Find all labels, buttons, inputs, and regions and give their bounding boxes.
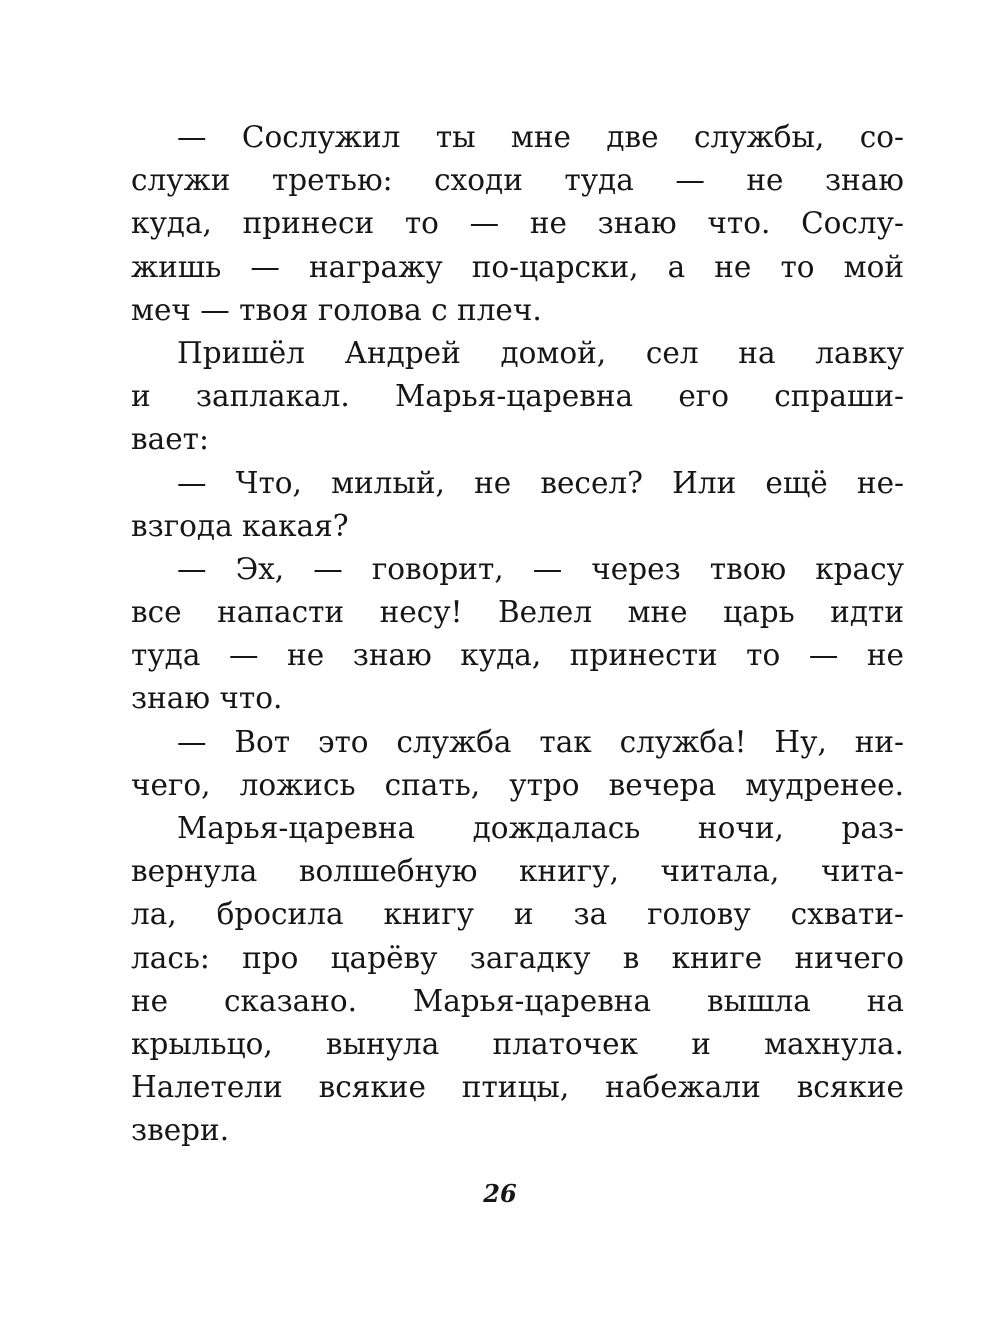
text-line: и заплакал. Марья-царевна его спраши- [131, 379, 904, 414]
text-line: вернула волшебную книгу, читала, чита- [131, 854, 904, 889]
body-text [131, 116, 904, 1153]
text-line: служи третью: сходи туда — не знаю [131, 163, 904, 198]
text-line: — Вот это служба так служба! Ну, ни- [177, 724, 904, 759]
text-line: меч — твоя голова с плеч. [131, 292, 542, 327]
text-line: все напасти несу! Велел мне царь идти [131, 595, 904, 630]
text-line: крыльцо, вынула платочек и махнула. [131, 1026, 904, 1061]
text-line: чего, ложись спать, утро вечера мудренее. [131, 767, 904, 802]
text-line: ла, бросила книгу и за голову схвати- [131, 897, 904, 932]
text-line: вает: [131, 422, 209, 457]
text-line: Пришёл Андрей домой, сел на лавку [177, 335, 904, 370]
text-line: Налетели всякие птицы, набежали всякие [131, 1070, 904, 1105]
text-line: — Что, милый, не весел? Или ещё не- [177, 465, 904, 500]
text-line: — Сослужил ты мне две службы, со- [177, 120, 904, 154]
text-line: лась: про царёву загадку в книге ничего [131, 940, 904, 975]
text-line: знаю что. [131, 681, 283, 716]
text-line: взгода какая? [131, 508, 349, 543]
text-line: не сказано. Марья-царевна вышла на [131, 983, 904, 1018]
text-line: куда, принеси то — не знаю что. Сослу- [131, 206, 904, 241]
page-number: 26 [483, 1179, 517, 1208]
text-line: — Эх, — говорит, — через твою красу [177, 551, 904, 586]
text-line: Марья-царевна дождалась ночи, раз- [177, 811, 904, 845]
text-line: жишь — награжу по-царски, а не то мой [131, 249, 904, 284]
text-line: туда — не знаю куда, принести то — не [131, 638, 904, 673]
text-line: звери. [131, 1113, 230, 1148]
